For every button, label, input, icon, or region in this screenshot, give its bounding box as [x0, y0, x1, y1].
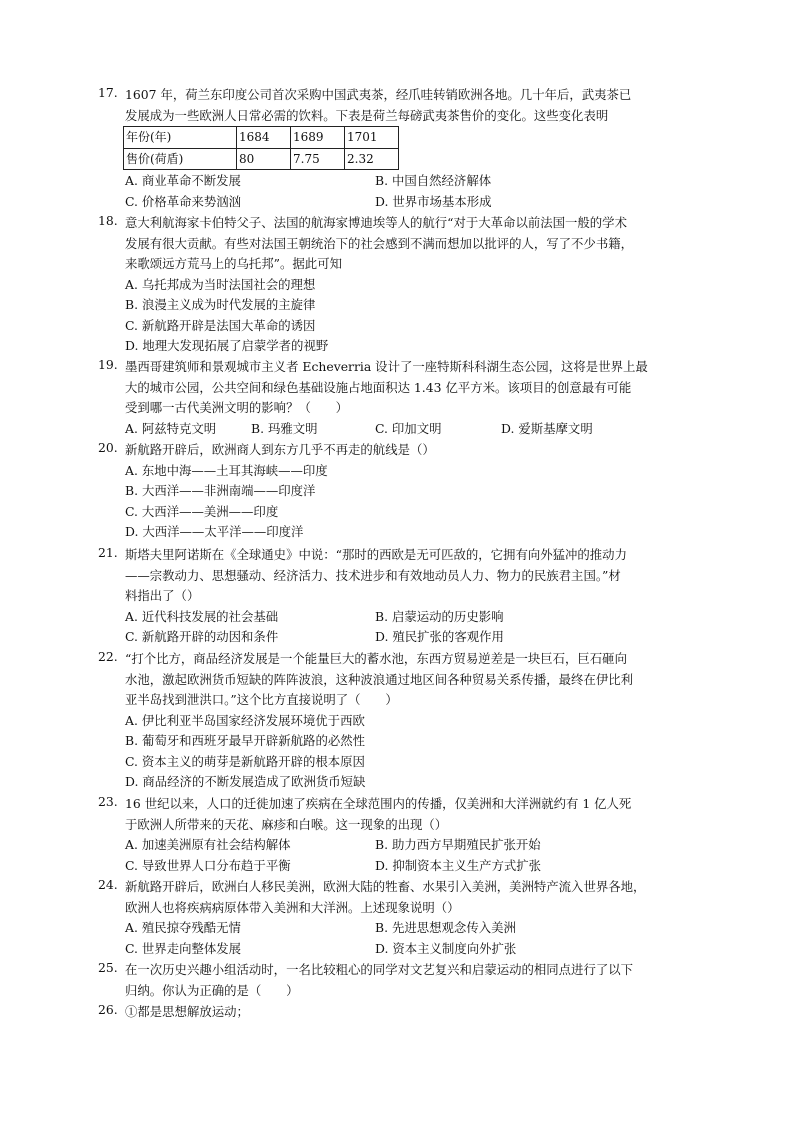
question-text: 于欧洲人所带来的天花、麻疹和白喉。这一现象的出现（）	[125, 816, 448, 832]
option-d: D. 地理大发现拓展了启蒙学者的视野	[125, 338, 329, 353]
table-cell: 年份(年)	[124, 127, 237, 149]
option-a: A. 商业革命不断发展	[125, 173, 241, 188]
option-d: D. 商品经济的不断发展造成了欧洲货币短缺	[125, 774, 366, 789]
question-text: 受到哪一古代美洲文明的影响？（ ）	[125, 400, 349, 415]
option-b: B. 浪漫主义成为时代发展的主旋律	[125, 297, 316, 312]
question-number: 22.	[98, 649, 118, 664]
option-c: C. 大西洋——美洲——印度	[125, 503, 279, 519]
question-text: 1607 年，荷兰东印度公司首次采购中国武夷茶，经爪哇转销欧洲各地。几十年后，武夷茶已	[125, 87, 632, 102]
option-c: C. 新航路开辟的动因和条件	[125, 629, 279, 644]
price-table	[123, 126, 399, 170]
option-b: B. 助力西方早期殖民扩张开始	[375, 837, 541, 852]
question-text: 发展有很大贡献。有些对法国王朝统治下的社会感到不满而想加以批评的人，写了不少书籍，	[125, 235, 634, 251]
table-cell: 售价(荷盾)	[124, 148, 237, 170]
option-b: B. 先进思想观念传入美洲	[375, 920, 516, 935]
question-text: 新航路开辟后，欧洲白人移民美洲，欧洲大陆的牲畜、水果引入美洲，美洲特产流入世界各地，	[125, 879, 646, 894]
option-a: A. 东地中海——土耳其海峡——印度	[125, 462, 328, 478]
question-text: 归纳。你认为正确的是（ ）	[125, 982, 299, 998]
table-cell: 7.75	[291, 148, 345, 170]
option-b: B. 葡萄牙和西班牙最早开辟新航路的必然性	[125, 733, 366, 748]
question-text: 来歌颂远方荒马上的乌托邦”。据此可知	[125, 256, 342, 271]
question-text: 亚半岛找到泄洪口。”这个比方直接说明了（ ）	[125, 692, 398, 707]
question-text: 在一次历史兴趣小组活动时，一名比较粗心的同学对文艺复兴和启蒙运动的相同点进行了以下	[125, 962, 634, 977]
option-a: A. 伊比利亚半岛国家经济发展环境优于西欧	[125, 712, 365, 728]
question-text: ①都是思想解放运动；	[125, 1004, 249, 1019]
question-text: 新航路开辟后，欧洲商人到东方几乎不再走的航线是（）	[125, 442, 435, 457]
table-row	[124, 148, 399, 170]
question-text: 墨西哥建筑师和景观城市主义者 Echeverria 设计了一座特斯科科湖生态公园，这将是世界上最	[125, 359, 648, 374]
question-text: 水池，激起欧洲货币短缺的阵阵波浪，这种波浪通过地区间各种贸易关系传播，最终在伊比利	[125, 671, 634, 687]
option-d: D. 大西洋——太平洋——印度洋	[125, 524, 304, 539]
option-d: D. 殖民扩张的客观作用	[375, 629, 504, 644]
table-cell: 2.32	[345, 148, 399, 170]
option-b: B. 大西洋——非洲南端——印度洋	[125, 483, 316, 498]
question-text: “打个比方，商品经济发展是一个能量巨大的蓄水池，东西方贸易逆差是一块巨石，巨石砸向	[125, 651, 627, 666]
option-a: A. 乌托邦成为当时法国社会的理想	[125, 276, 316, 292]
option-b: B. 启蒙运动的历史影响	[375, 608, 504, 624]
question-text: 料指出了（）	[125, 588, 200, 603]
option-b: B. 中国自然经济解体	[375, 173, 492, 188]
option-a: A. 加速美洲原有社会结构解体	[125, 837, 291, 852]
table-cell: 1689	[291, 127, 345, 149]
table-cell: 80	[237, 148, 291, 170]
option-c: C. 资本主义的萌芽是新航路开辟的根本原因	[125, 753, 365, 769]
option-d: D. 资本主义制度向外扩张	[375, 940, 517, 956]
option-a: A. 阿兹特克文明	[125, 420, 217, 436]
question-number: 21.	[98, 545, 118, 560]
question-text: 发展成为一些欧洲人日常必需的饮料。下表是荷兰每磅武夷茶售价的变化。这些变化表明	[125, 107, 609, 123]
option-d: D. 抑制资本主义生产方式扩张	[375, 857, 542, 873]
table-cell: 1701	[345, 127, 399, 149]
option-c: C. 印加文明	[375, 420, 442, 436]
question-text: 大的城市公园，公共空间和绿色基础设施占地面积达 1.43 亿平方米。该项目的创意最有可能	[125, 379, 632, 395]
option-a: A. 殖民掠夺残酷无情	[125, 920, 241, 935]
question-text: ——宗教动力、思想骚动、经济活力、技术进步和有效地动员人力、物力的民族君主国。”材	[125, 567, 621, 583]
question-number: 20.	[98, 440, 118, 455]
question-text: 意大利航海家卡伯特父子、法国的航海家博迪埃等人的航行“对于大革命以前法国一般的学术	[125, 215, 627, 230]
question-number: 17.	[98, 85, 118, 100]
option-d: D. 爱斯基摩文明	[501, 420, 593, 436]
option-d: D. 世界市场基本形成	[375, 193, 492, 209]
question-text: 16 世纪以来，人口的迁徙加速了疾病在全球范围内的传播，仅美洲和大洋洲就约有 1 亿人死	[125, 796, 632, 811]
question-number: 19.	[98, 357, 118, 372]
table-row	[124, 127, 399, 149]
question-number: 26.	[98, 1002, 118, 1017]
option-c: C. 世界走向整体发展	[125, 940, 242, 956]
question-number: 18.	[98, 213, 118, 228]
option-b: B. 玛雅文明	[251, 420, 318, 436]
question-number: 23.	[98, 794, 118, 809]
option-c: C. 价格革命来势汹汹	[125, 193, 242, 209]
question-number: 25.	[98, 960, 118, 975]
table-cell: 1684	[237, 127, 291, 149]
option-c: C. 新航路开辟是法国大革命的诱因	[125, 317, 316, 333]
question-text: 欧洲人也将疾病病原体带入美洲和大洋洲。上述现象说明（）	[125, 899, 460, 915]
option-a: A. 近代科技发展的社会基础	[125, 608, 279, 624]
question-number: 24.	[98, 877, 118, 892]
option-c: C. 导致世界人口分布趋于平衡	[125, 857, 291, 873]
question-text: 斯塔夫里阿诺斯在《全球通史》中说：“那时的西欧是无可匹敌的，它拥有向外猛冲的推动力	[125, 547, 627, 562]
